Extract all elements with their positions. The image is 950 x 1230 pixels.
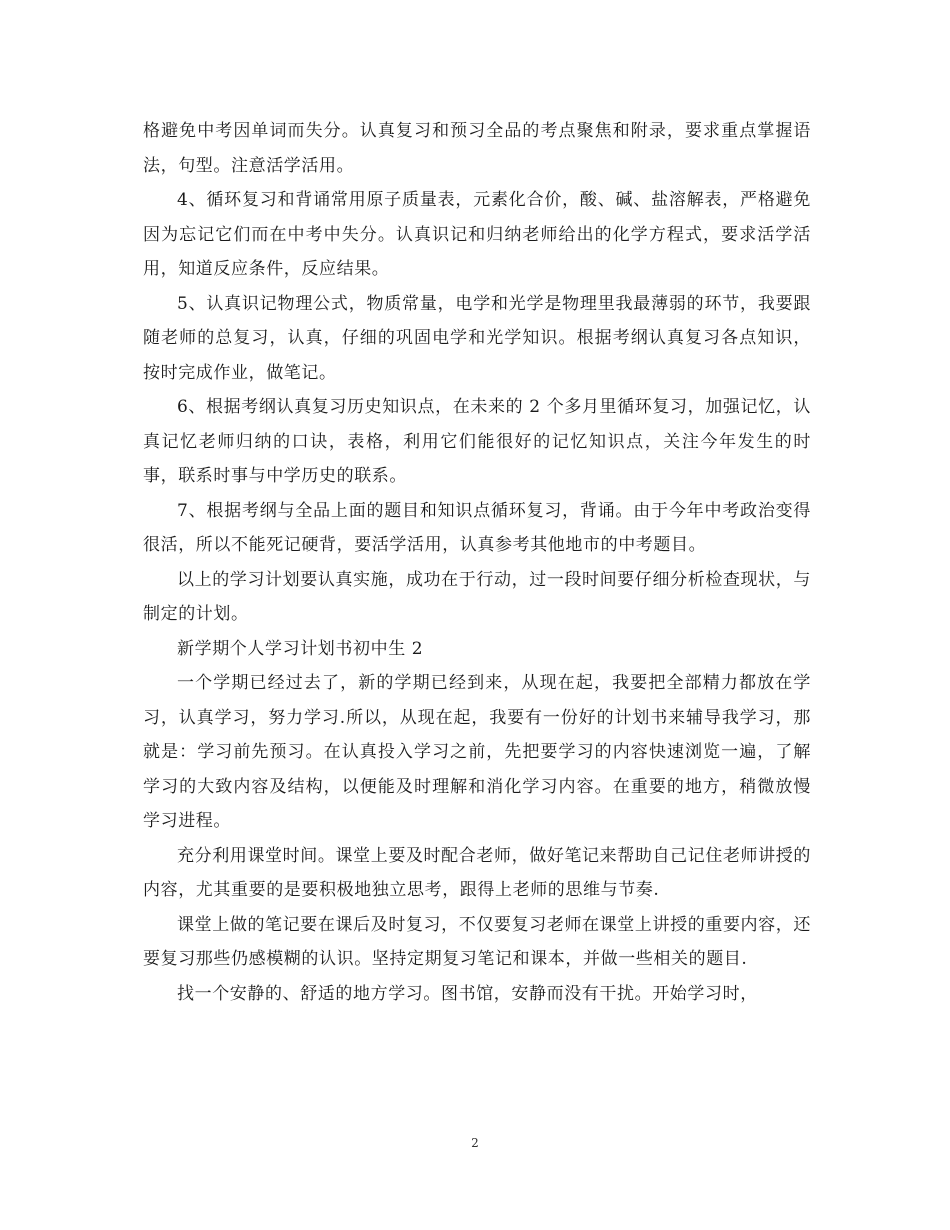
paragraph-item-7-politics: 7、根据考纲与全品上面的题目和知识点循环复习，背诵。由于今年中考政治变得很活，所以不能死记硬背，要活学活用，认真参考其他地市的中考题目。 [143,500,811,555]
paragraph-classroom: 充分利用课堂时间。课堂上要及时配合老师，做好笔记来帮助自己记住老师讲授的内容，尤其重要的是要积极地独立思考，跟得上老师的思维与节奏. [143,845,811,900]
document-body [143,114,811,1011]
paragraph-english-review-continued: 格避免中考因单词而失分。认真复习和预习全品的考点聚焦和附录，要求重点掌握语法，句型。注意活学活用。 [143,121,811,176]
paragraph-item-4-chemistry: 4、循环复习和背诵常用原子质量表，元素化合价，酸、碱、盐溶解表，严格避免因为忘记它们而在中考中失分。认真识记和归纳老师给出的化学方程式，要求活学活用，知道反应条件，反应结果。 [143,190,811,279]
paragraph-summary: 以上的学习计划要认真实施，成功在于行动，过一段时间要仔细分析检查现状，与制定的计划。 [143,569,811,624]
paragraph-item-5-physics: 5、认真识记物理公式，物质常量，电学和光学是物理里我最薄弱的环节，我要跟随老师的总复习，认真，仔细的巩固电学和光学知识。根据考纲认真复习各点知识，按时完成作业，做笔记。 [143,293,811,383]
paragraph-notes-review: 课堂上做的笔记要在课后及时复习，不仅要复习老师在课堂上讲授的重要内容，还要复习那些仍感模糊的认识。坚持定期复习笔记和课本，并做一些相关的题目. [143,914,811,969]
paragraph-item-6-history: 6、根据考纲认真复习历史知识点，在未来的 2 个多月里循环复习，加强记忆，认真记忆老师归纳的口诀，表格，利用它们能很好的记忆知识点，关注今年发生的时事，联系时事与中学历史的联系。 [143,397,811,486]
paragraph-quiet-place: 找一个安静的、舒适的地方学习。图书馆，安静而没有干扰。开始学习时， [177,983,758,1004]
paragraph-preview: 一个学期已经过去了，新的学期已经到来，从现在起，我要把全部精力都放在学习，认真学习，努力学习.所以，从现在起，我要有一份好的计划书来辅导我学习，那就是：学习前先预习。在认真投入学习之前，先把要学习的内容快速浏览一遍，了解学习的大致内容及结构，以便能及时理解和消化学习内容。在重要的地方，稍微放慢学习进程。 [143,673,811,831]
section-heading: 新学期个人学习计划书初中生 2 [177,638,424,659]
page-number: 2 [471,1136,479,1150]
